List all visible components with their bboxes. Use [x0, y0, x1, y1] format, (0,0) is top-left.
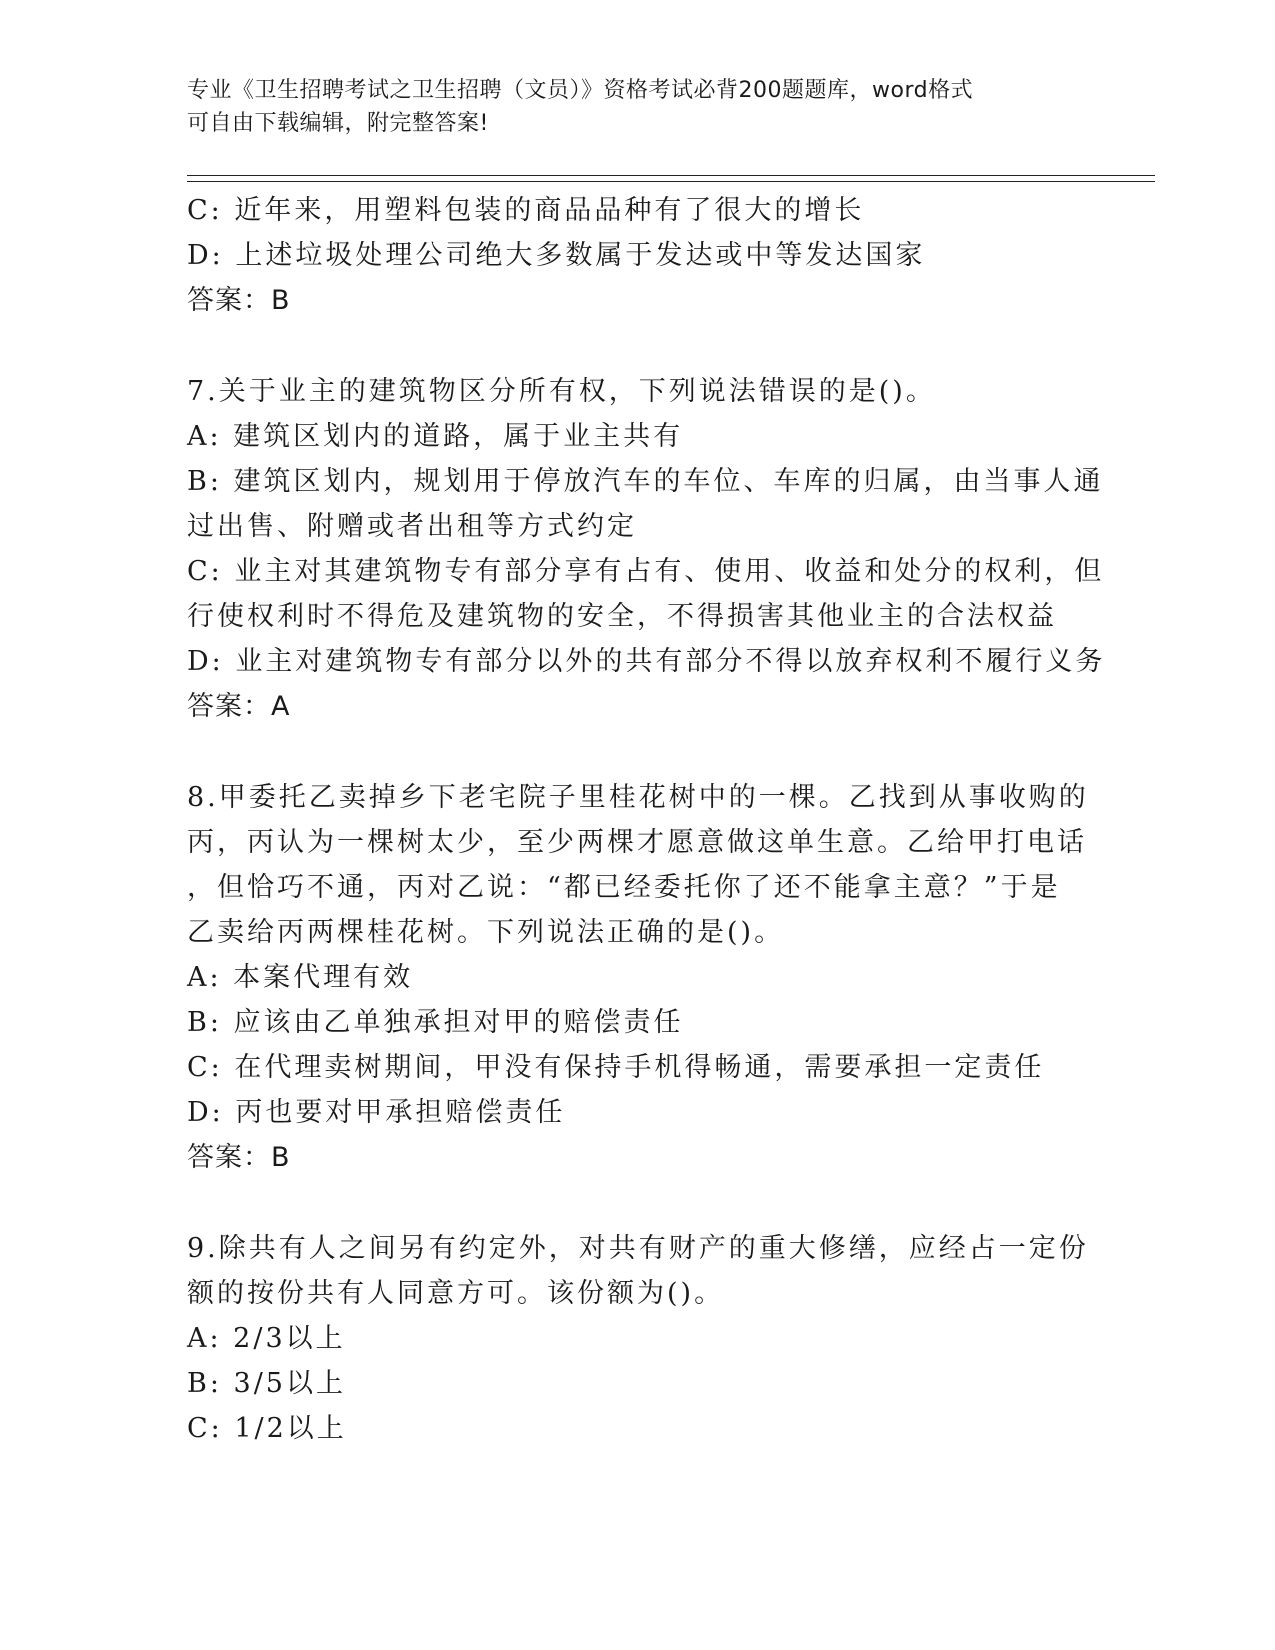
spacer	[187, 1180, 1087, 1226]
q7-option-b-line-2: 过出售、附赠或者出租等方式约定	[187, 511, 637, 542]
q7-option-a: A: 建筑区划内的道路，属于业主共有	[187, 421, 684, 452]
spacer	[187, 729, 1087, 775]
q8-option-a: A: 本案代理有效	[187, 962, 414, 993]
document-body	[187, 188, 1106, 1451]
q8-option-d: D: 丙也要对甲承担赔偿责任	[187, 1097, 566, 1128]
question-9	[187, 1226, 1087, 1451]
q6-option-d: D: 上述垃圾处理公司绝大多数属于发达或中等发达国家	[187, 240, 926, 271]
q7-option-c-line-2: 行使权利时不得危及建筑物的安全，不得损害其他业主的合法权益	[187, 601, 1057, 632]
question-7	[187, 369, 1106, 729]
q6-option-c: C: 近年来，用塑料包装的商品品种有了很大的增长	[187, 195, 865, 226]
q8-answer: 答案：B	[187, 1142, 291, 1173]
q8-stem-line-1: 8.甲委托乙卖掉乡下老宅院子里桂花树中的一棵。乙找到从事收购的	[187, 782, 1089, 813]
header-divider-top	[187, 175, 1155, 176]
q7-stem: 7.关于业主的建筑物区分所有权，下列说法错误的是()。	[187, 376, 936, 407]
header-divider-bottom	[187, 181, 1155, 182]
q7-option-c-line-1: C: 业主对其建筑物专有部分享有占有、使用、收益和处分的权利，但	[187, 556, 1105, 587]
q9-option-c: C: 1/2以上	[187, 1413, 347, 1444]
q9-option-b: B: 3/5以上	[187, 1368, 346, 1399]
q9-option-a: A: 2/3以上	[187, 1323, 346, 1354]
header-title-line-1: 专业《卫生招聘考试之卫生招聘（文员）》资格考试必背200题题库，word格式	[187, 78, 974, 103]
document-header	[187, 74, 1067, 140]
question-6-tail	[187, 188, 1087, 323]
q9-stem-line-1: 9.除共有人之间另有约定外，对共有财产的重大修缮，应经占一定份	[187, 1233, 1089, 1264]
q8-stem-line-2: 丙，丙认为一棵树太少，至少两棵才愿意做这单生意。乙给甲打电话	[187, 827, 1087, 858]
question-8	[187, 775, 1087, 1180]
q7-option-b-line-1: B: 建筑区划内，规划用于停放汽车的车位、车库的归属，由当事人通	[187, 466, 1104, 497]
q8-stem-line-4: 乙卖给丙两棵桂花树。下列说法正确的是()。	[187, 917, 785, 948]
q8-option-c: C: 在代理卖树期间，甲没有保持手机得畅通，需要承担一定责任	[187, 1052, 1045, 1083]
q8-option-b: B: 应该由乙单独承担对甲的赔偿责任	[187, 1007, 684, 1038]
q7-option-d: D: 业主对建筑物专有部分以外的共有部分不得以放弃权利不履行义务	[187, 646, 1106, 677]
q6-answer: 答案：B	[187, 285, 291, 316]
header-title-line-2: 可自由下载编辑，附完整答案!	[187, 111, 489, 136]
q9-stem-line-2: 额的按份共有人同意方可。该份额为()。	[187, 1278, 725, 1309]
q7-answer: 答案：A	[187, 691, 291, 722]
q8-stem-line-3: ，但恰巧不通，丙对乙说：“都已经委托你了还不能拿主意？”于是	[187, 872, 1061, 903]
spacer	[187, 323, 1087, 369]
